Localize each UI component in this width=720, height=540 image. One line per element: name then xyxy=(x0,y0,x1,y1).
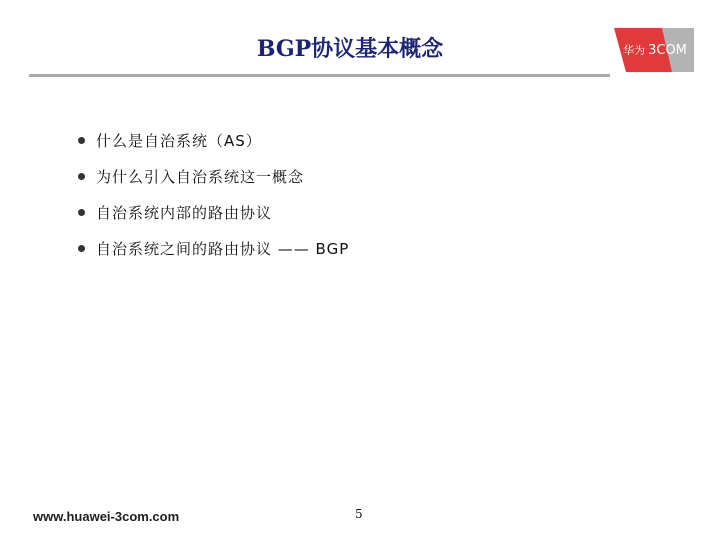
logo-text xyxy=(615,39,695,61)
footer-url: www.huawei-3com.com xyxy=(33,509,180,524)
bullet-item xyxy=(78,130,349,150)
logo-text-en: 3COM xyxy=(648,42,687,58)
bullet-item xyxy=(78,238,349,258)
bullet-item xyxy=(78,166,349,186)
bullet-dot-icon xyxy=(78,245,85,252)
page-number: 5 xyxy=(355,507,363,521)
bullet-text: 自治系统内部的路由协议 xyxy=(96,203,273,222)
bullet-dot-icon xyxy=(78,209,85,216)
bullet-item xyxy=(78,202,349,222)
title-divider xyxy=(29,74,610,77)
slide-title: BGP协议基本概念 xyxy=(256,36,444,62)
bullet-text: 为什么引入自治系统这一概念 xyxy=(96,167,305,186)
bullet-dot-icon xyxy=(78,173,85,180)
bullet-text: 什么是自治系统（AS） xyxy=(96,131,262,150)
bullet-list xyxy=(78,130,349,274)
bullet-text: 自治系统之间的路由协议 —— BGP xyxy=(96,239,350,258)
bullet-dot-icon xyxy=(78,137,85,144)
logo-text-cn: 华为 xyxy=(623,44,646,57)
